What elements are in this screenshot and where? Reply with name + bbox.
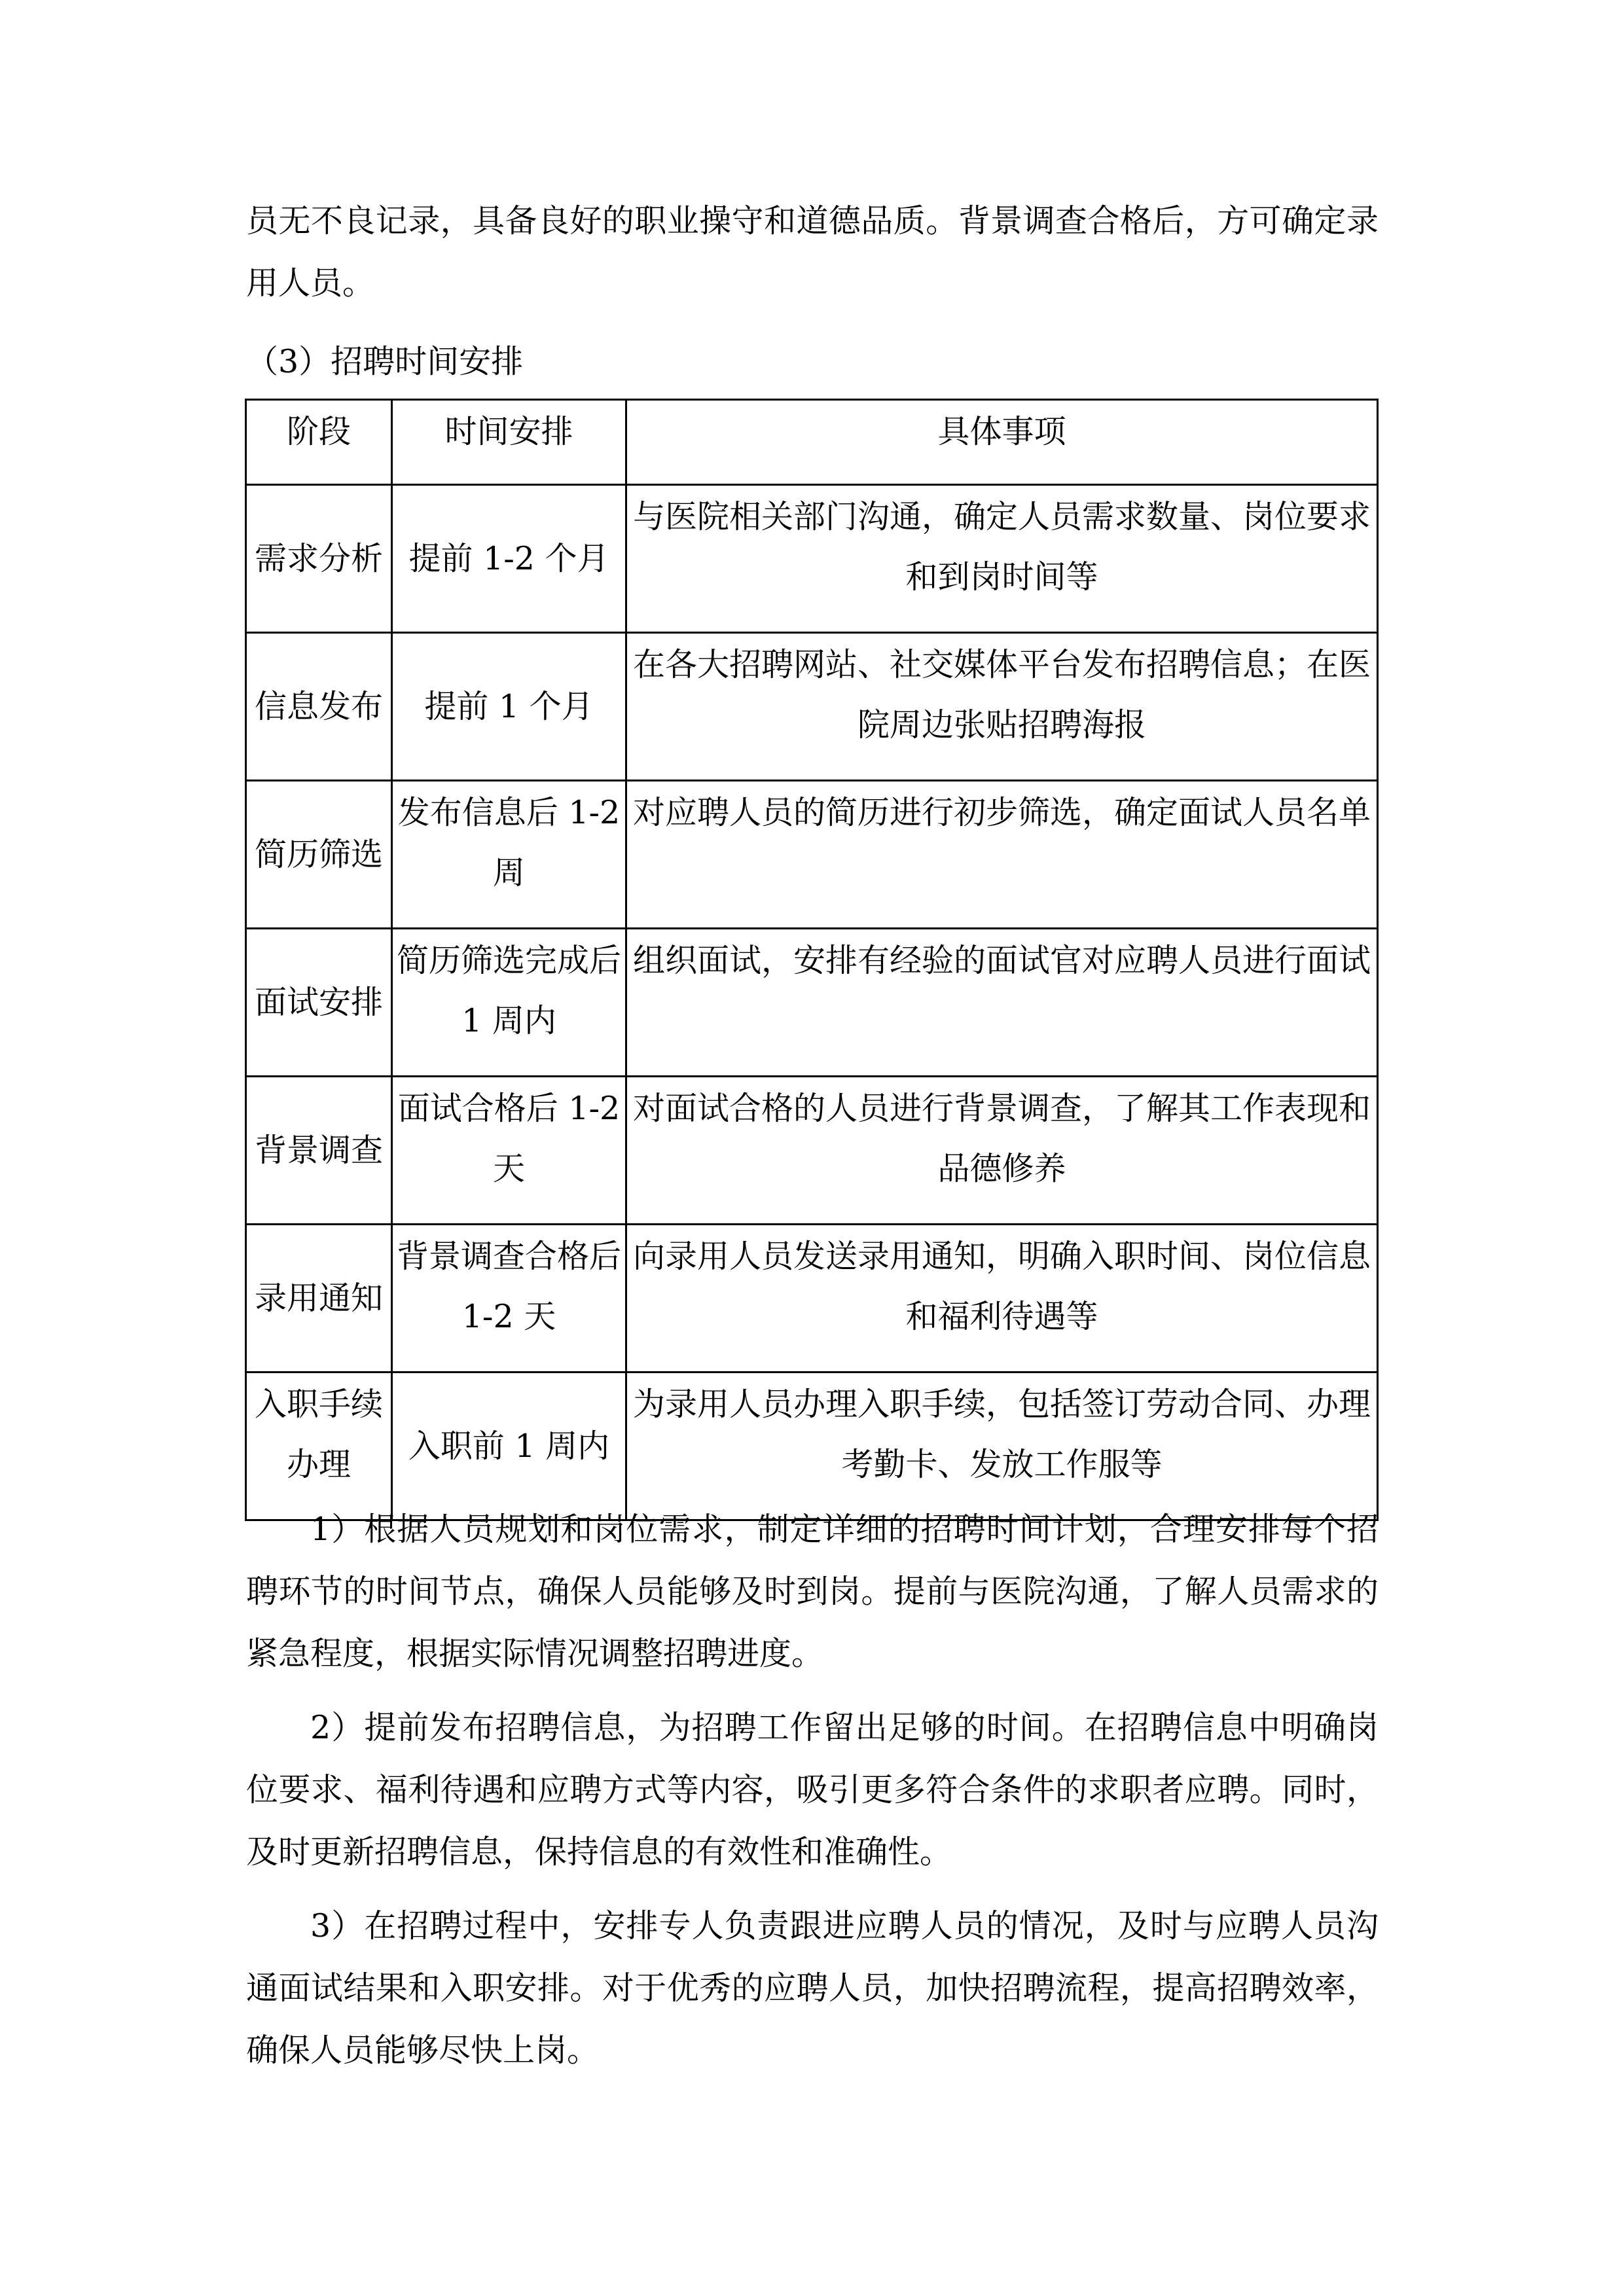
header-time: 时间安排 xyxy=(392,400,626,485)
cell-details: 对应聘人员的简历进行初步筛选，确定面试人员名单 xyxy=(626,781,1378,929)
body-paragraphs xyxy=(246,1498,1379,2081)
cell-time: 面试合格后 1-2 天 xyxy=(392,1077,626,1225)
table-row xyxy=(246,633,1378,781)
intro-paragraph-block xyxy=(246,190,1379,314)
header-details: 具体事项 xyxy=(626,400,1378,485)
cell-stage: 需求分析 xyxy=(246,485,392,633)
cell-details: 在各大招聘网站、社交媒体平台发布招聘信息；在医院周边张贴招聘海报 xyxy=(626,633,1378,781)
cell-time: 入职前 1 周内 xyxy=(392,1372,626,1520)
table-row xyxy=(246,929,1378,1077)
table-row xyxy=(246,485,1378,633)
paragraph-2: 2）提前发布招聘信息，为招聘工作留出足够的时间。在招聘信息中明确岗位要求、福利待遇和应聘方式等内容，吸引更多符合条件的求职者应聘。同时，及时更新招聘信息，保持信息的有效性和准确性。 xyxy=(246,1709,1379,1871)
recruitment-schedule-table xyxy=(245,399,1379,1521)
paragraph-3: 3）在招聘过程中，安排专人负责跟进应聘人员的情况，及时与应聘人员沟通面试结果和入职安排。对于优秀的应聘人员，加快招聘流程，提高招聘效率，确保人员能够尽快上岗。 xyxy=(246,1907,1379,2069)
cell-stage: 入职手续办理 xyxy=(246,1372,392,1520)
section-heading: （3）招聘时间安排 xyxy=(246,343,524,380)
cell-time: 提前 1 个月 xyxy=(392,633,626,781)
paragraph-1: 1）根据人员规划和岗位需求，制定详细的招聘时间计划，合理安排每个招聘环节的时间节点，确保人员能够及时到岗。提前与医院沟通，了解人员需求的紧急程度，根据实际情况调整招聘进度。 xyxy=(246,1511,1379,1672)
cell-details: 为录用人员办理入职手续，包括签订劳动合同、办理考勤卡、发放工作服等 xyxy=(626,1372,1378,1520)
cell-time: 背景调查合格后 1-2 天 xyxy=(392,1225,626,1372)
cell-time: 简历筛选完成后 1 周内 xyxy=(392,929,626,1077)
cell-details: 与医院相关部门沟通，确定人员需求数量、岗位要求和到岗时间等 xyxy=(626,485,1378,633)
cell-stage: 背景调查 xyxy=(246,1077,392,1225)
header-stage: 阶段 xyxy=(246,400,392,485)
cell-time: 提前 1-2 个月 xyxy=(392,485,626,633)
cell-details: 对面试合格的人员进行背景调查，了解其工作表现和品德修养 xyxy=(626,1077,1378,1225)
table-header-row xyxy=(246,400,1378,485)
cell-stage: 面试安排 xyxy=(246,929,392,1077)
table-row xyxy=(246,781,1378,929)
section-heading-block xyxy=(246,331,1379,393)
cell-details: 向录用人员发送录用通知，明确入职时间、岗位信息和福利待遇等 xyxy=(626,1225,1378,1372)
cell-details: 组织面试，安排有经验的面试官对应聘人员进行面试 xyxy=(626,929,1378,1077)
cell-stage: 信息发布 xyxy=(246,633,392,781)
cell-stage: 录用通知 xyxy=(246,1225,392,1372)
table-row xyxy=(246,1225,1378,1372)
cell-time: 发布信息后 1-2 周 xyxy=(392,781,626,929)
table-row xyxy=(246,1077,1378,1225)
intro-paragraph: 员无不良记录，具备良好的职业操守和道德品质。背景调查合格后，方可确定录用人员。 xyxy=(246,202,1379,302)
cell-stage: 简历筛选 xyxy=(246,781,392,929)
